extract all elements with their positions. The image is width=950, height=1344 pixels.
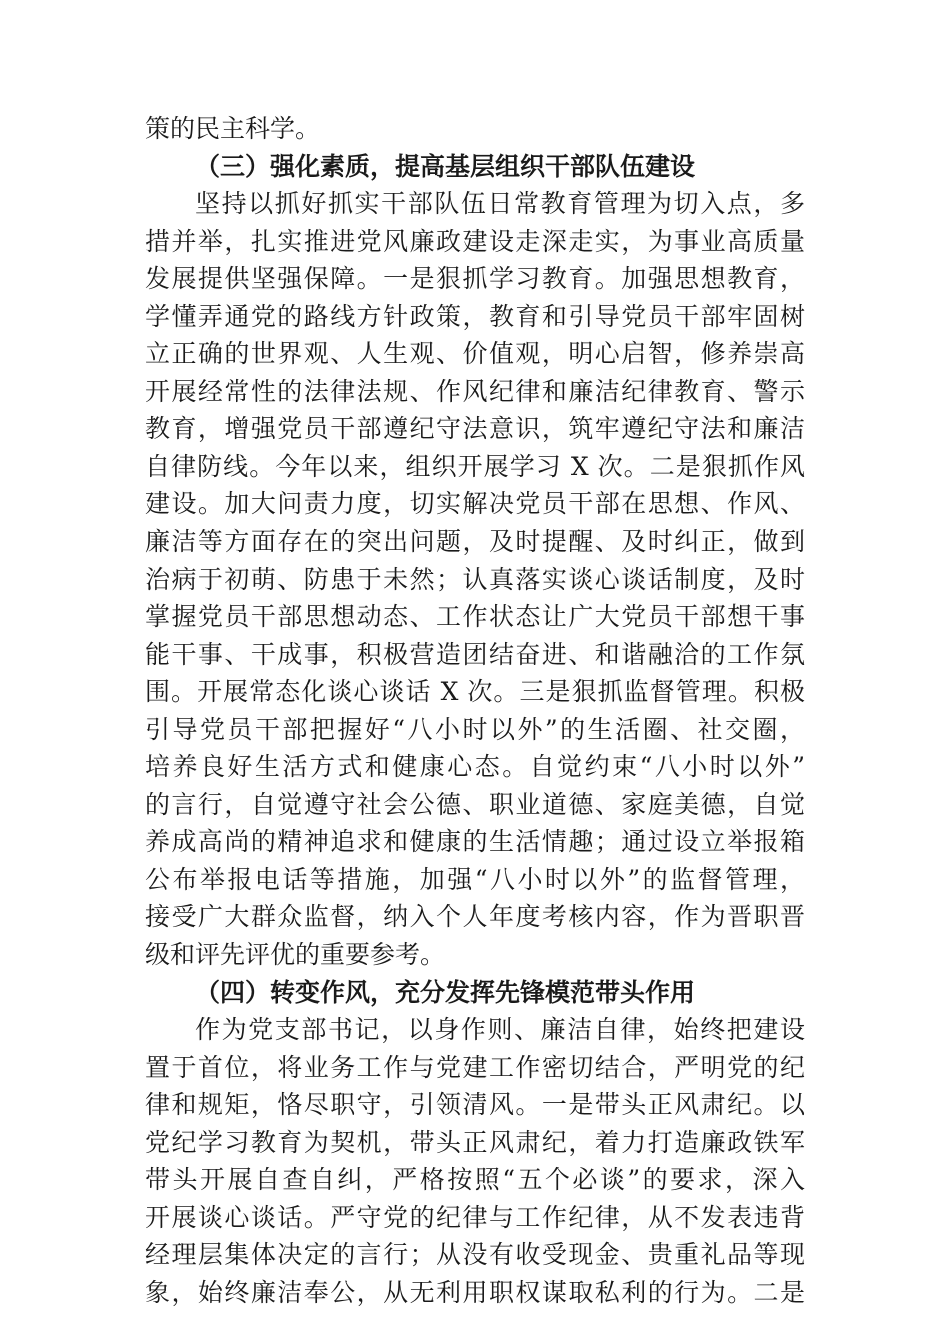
paragraph-line: 教育，增强党员干部遵纪守法意识，筑牢遵纪守法和廉洁: [145, 414, 805, 444]
paragraph-line: 措并举，扎实推进党风廉政建设走深走实，为事业高质量: [145, 226, 805, 256]
paragraph-line: 学懂弄通党的路线方针政策，教育和引导党员干部牢固树: [145, 301, 805, 331]
paragraph-line: 级和评先评优的重要参考。: [145, 940, 446, 970]
paragraph-line: 接受广大群众监督，纳入个人年度考核内容，作为晋职晋: [145, 902, 805, 932]
paragraph-line: 掌握党员干部思想动态、工作状态让广大党员干部想干事: [145, 602, 805, 632]
paragraph-line: 围。开展常态化谈心谈话 X 次。三是狠抓监督管理。积极: [145, 677, 805, 707]
paragraph-line: 养成高尚的精神追求和健康的生活情趣；通过设立举报箱: [145, 827, 805, 857]
paragraph-line: 发展提供坚强保障。一是狠抓学习教育。加强思想教育，: [145, 264, 805, 294]
paragraph-line: 开展谈心谈话。严守党的纪律与工作纪律，从不发表违背: [145, 1202, 805, 1232]
paragraph-line: 引导党员干部把握好“八小时以外”的生活圈、社交圈，: [145, 714, 805, 744]
paragraph-line: 律和规矩，恪尽职守，引领清风。一是带头正风肃纪。以: [145, 1090, 805, 1120]
paragraph-line: 经理层集体决定的言行；从没有收受现金、贵重礼品等现: [145, 1240, 805, 1270]
paragraph-line: 立正确的世界观、人生观、价值观，明心启智，修养崇高: [145, 339, 805, 369]
paragraph-line: 公布举报电话等措施，加强“八小时以外”的监督管理，: [145, 864, 805, 894]
paragraph-line: 象，始终廉洁奉公，从无利用职权谋取私利的行为。二是: [145, 1277, 805, 1307]
paragraph-line: 作为党支部书记，以身作则、廉洁自律，始终把建设: [195, 1015, 805, 1045]
paragraph-line: 能干事、干成事，积极营造团结奋进、和谐融洽的工作氛: [145, 639, 805, 669]
document-body: [145, 110, 805, 1312]
paragraph-line: 带头开展自查自纠，严格按照“五个必谈”的要求，深入: [145, 1165, 805, 1195]
paragraph-line: 自律防线。今年以来，组织开展学习 X 次。二是狠抓作风: [145, 451, 805, 481]
paragraph-line: 建设。加大问责力度，切实解决党员干部在思想、作风、: [145, 489, 805, 519]
paragraph-line: 治病于初萌、防患于未然；认真落实谈心谈话制度，及时: [145, 564, 805, 594]
paragraph-line: 策的民主科学。: [145, 114, 321, 143]
paragraph-line: 的言行，自觉遵守社会公德、职业道德、家庭美德，自觉: [145, 789, 805, 819]
paragraph-line: 开展经常性的法律法规、作风纪律和廉洁纪律教育、警示: [145, 376, 805, 406]
paragraph-line: 培养良好生活方式和健康心态。自觉约束“八小时以外”: [145, 752, 805, 782]
section-heading: （三）强化素质，提高基层组织干部队伍建设: [195, 151, 696, 181]
paragraph-line: 置于首位，将业务工作与党建工作密切结合，严明党的纪: [145, 1052, 805, 1082]
paragraph-line: 党纪学习教育为契机，带头正风肃纪，着力打造廉政铁军: [145, 1127, 805, 1157]
paragraph-line: 廉洁等方面存在的突出问题，及时提醒、及时纠正，做到: [145, 527, 805, 557]
section-heading: （四）转变作风，充分发挥先锋模范带头作用: [195, 977, 696, 1007]
paragraph-line: 坚持以抓好抓实干部队伍日常教育管理为切入点，多: [195, 189, 805, 219]
